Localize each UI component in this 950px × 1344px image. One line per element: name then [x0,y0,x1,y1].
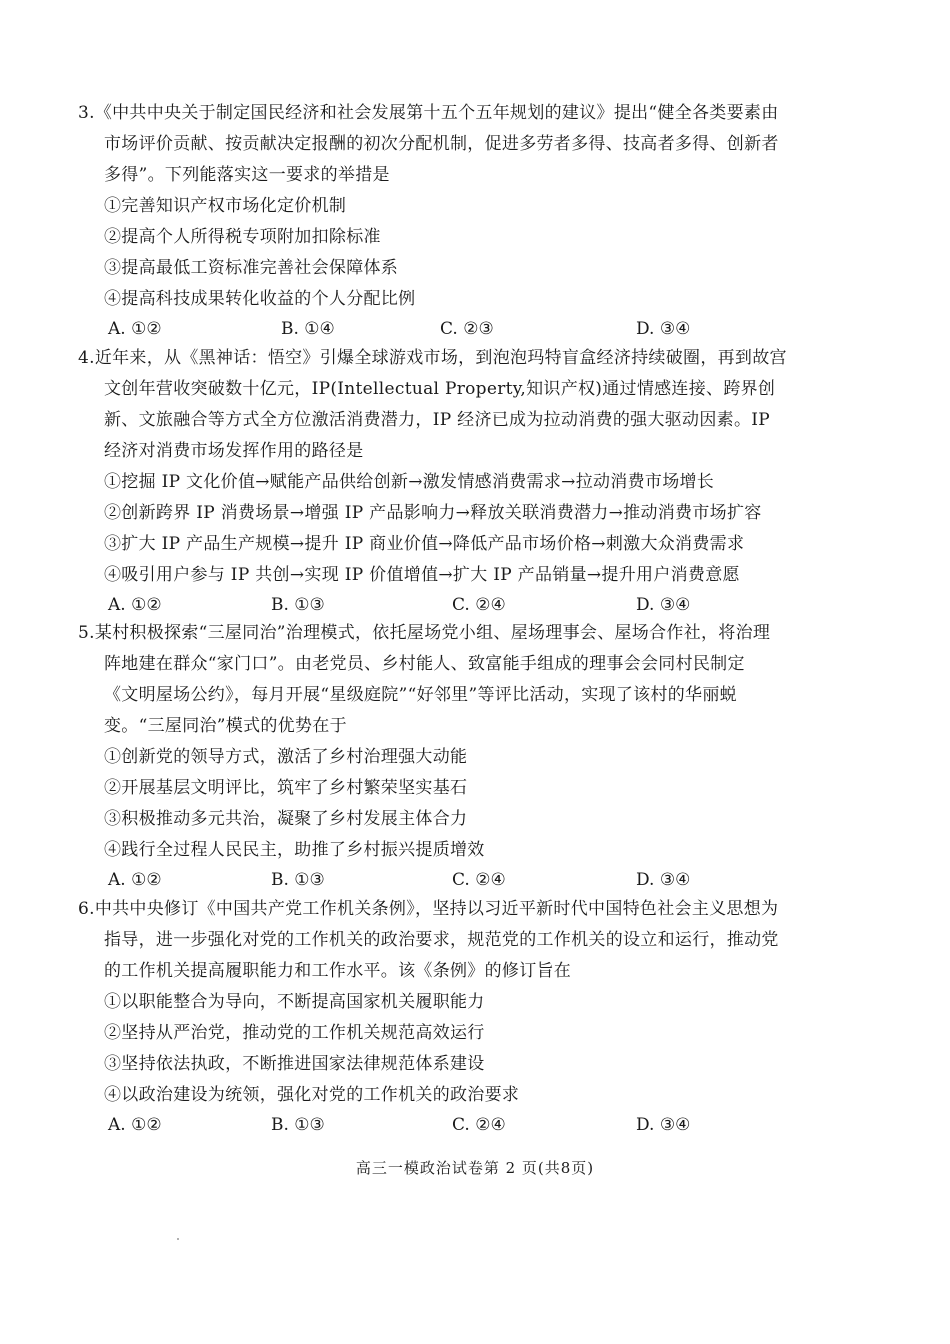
option-d[interactable]: D. ③④ [636,870,691,890]
question-stem-line: 6.中共中央修订《中国共产党工作机关条例》，坚持以习近平新时代中国特色社会主义思想为 [78,899,779,919]
statement-item: ②提高个人所得税专项附加扣除标准 [104,227,381,247]
option-d[interactable]: D. ③④ [636,595,691,615]
option-c[interactable]: C. ②④ [452,870,506,890]
statement-item: ③积极推动多元共治，凝聚了乡村发展主体合力 [104,809,468,829]
option-a[interactable]: A. ①② [108,1115,162,1135]
option-b[interactable]: B. ①③ [271,595,325,615]
statement-item: ③扩大 IP 产品生产规模→提升 IP 商业价值→降低产品市场价格→刺激大众消费需求 [104,534,745,554]
option-d[interactable]: D. ③④ [636,319,691,339]
question-stem-line: 文创年营收突破数十亿元，IP(Intellectual Property,知识产权)通过情感连接、跨界创 [104,379,776,399]
statement-item: ①完善知识产权市场化定价机制 [104,196,347,216]
question-stem-line: 4.近年来，从《黑神话：悟空》引爆全球游戏市场，到泡泡玛特盲盒经济持续破圈，再到故宫 [78,348,787,368]
statement-item: ②坚持从严治党，推动党的工作机关规范高效运行 [104,1023,485,1043]
option-b[interactable]: B. ①③ [271,870,325,890]
question-stem-line: 经济对消费市场发挥作用的路径是 [104,441,364,461]
question-stem-line: 3.《中共中央关于制定国民经济和社会发展第十五个五年规划的建议》提出“健全各类要素由 [78,103,779,123]
option-b[interactable]: B. ①③ [271,1115,325,1135]
question-stem-line: 市场评价贡献、按贡献决定报酬的初次分配机制，促进多劳者多得、技高者多得、创新者 [104,134,779,154]
answer-options [78,866,868,894]
question-stem-line: 变。“三屋同治”模式的优势在于 [104,716,347,736]
option-c[interactable]: C. ②④ [452,1115,506,1135]
option-a[interactable]: A. ①② [108,870,162,890]
statement-item: ④践行全过程人民民主，助推了乡村振兴提质增效 [104,840,485,860]
question-3 [78,98,868,343]
question-4 [78,343,868,619]
statement-item: ①以职能整合为导向，不断提高国家机关履职能力 [104,992,485,1012]
option-a[interactable]: A. ①② [108,595,162,615]
option-d[interactable]: D. ③④ [636,1115,691,1135]
statement-item: ②创新跨界 IP 消费场景→增强 IP 产品影响力→释放关联消费潜力→推动消费市场扩容 [104,503,762,523]
statement-item: ③提高最低工资标准完善社会保障体系 [104,258,399,278]
option-c[interactable]: C. ②③ [440,319,494,339]
question-stem-line: 阵地建在群众“家门口”。由老党员、乡村能人、致富能手组成的理事会会同村民制定 [104,654,745,674]
question-6 [78,894,868,1139]
page-footer: 高三一模政治试卷第 2 页(共8页) [355,1159,595,1177]
scan-speck [177,1238,179,1240]
statement-item: ③坚持依法执政，不断推进国家法律规范体系建设 [104,1054,485,1074]
question-stem-line: 5.某村积极探索“三屋同治”治理模式，依托屋场党小组、屋场理事会、屋场合作社，将治理 [78,623,771,643]
statement-item: ④吸引用户参与 IP 共创→实现 IP 价值增值→扩大 IP 产品销量→提升用户消费意愿 [104,565,740,585]
question-stem-line: 新、文旅融合等方式全方位激活消费潜力，IP 经济已成为拉动消费的强大驱动因素。IP [104,410,771,430]
statement-item: ④以政治建设为统领，强化对党的工作机关的政治要求 [104,1085,520,1105]
statement-item: ①挖掘 IP 文化价值→赋能产品供给创新→激发情感消费需求→拉动消费市场增长 [104,472,715,492]
option-a[interactable]: A. ①② [108,319,162,339]
question-stem-line: 《文明屋场公约》，每月开展“星级庭院”“好邻里”等评比活动，实现了该村的华丽蜕 [104,685,737,705]
option-c[interactable]: C. ②④ [452,595,506,615]
statement-item: ④提高科技成果转化收益的个人分配比例 [104,289,416,309]
question-stem-line: 的工作机关提高履职能力和工作水平。该《条例》的修订旨在 [104,961,572,981]
statement-item: ①创新党的领导方式，激活了乡村治理强大动能 [104,747,468,767]
option-b[interactable]: B. ①④ [281,319,335,339]
statement-item: ②开展基层文明评比，筑牢了乡村繁荣坚实基石 [104,778,468,798]
question-stem-line: 指导，进一步强化对党的工作机关的政治要求，规范党的工作机关的设立和运行，推动党 [104,930,779,950]
answer-options [78,1111,868,1139]
question-5 [78,618,868,894]
answer-options [78,591,868,619]
answer-options [78,315,868,343]
question-stem-line: 多得”。下列能落实这一要求的举措是 [104,165,390,185]
